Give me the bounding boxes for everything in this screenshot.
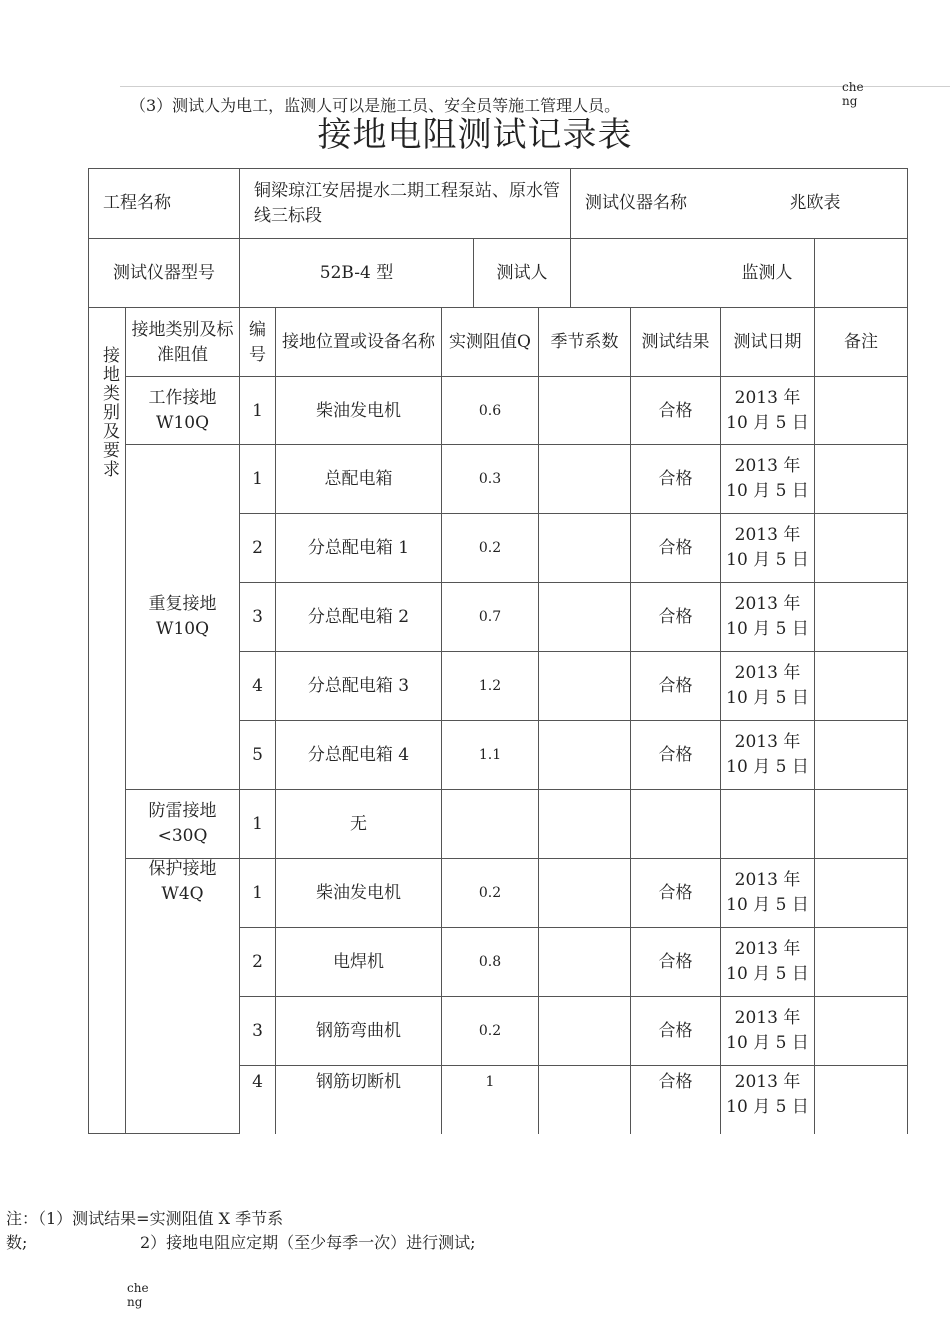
row-no: 2	[252, 537, 263, 558]
row-location: 柴油发电机	[316, 882, 401, 903]
group-protective-grounding: 保护接地W4Q	[148, 859, 217, 904]
row-no: 4	[252, 675, 263, 696]
row-result: 合格	[658, 468, 693, 489]
row-location: 无	[350, 813, 367, 834]
row-location: 分总配电箱 3	[307, 675, 410, 696]
tester-label: 测试人	[496, 263, 548, 283]
row-no: 4	[252, 1072, 263, 1092]
col-measured: 实测阻值Q	[449, 332, 531, 352]
corner-mark-top: che ng	[842, 80, 864, 108]
instrument-name-value: 兆欧表	[789, 193, 841, 213]
row-date: 2013 年 10 月 5 日	[726, 1008, 809, 1053]
footer-note-1: 注：（1）测试结果=实测阻值 X 季节系	[6, 1209, 284, 1228]
model-value: 52B-4 型	[319, 263, 394, 283]
row-location: 电焊机	[333, 951, 384, 972]
project-value: 铜梁琼江安居提水二期工程泵站、原水管线三标段	[254, 180, 560, 226]
col-type-req: 接地类别及要求	[99, 345, 119, 479]
row-location: 柴油发电机	[316, 400, 401, 421]
row-result: 合格	[658, 1020, 693, 1041]
row-no: 1	[252, 468, 263, 489]
row-location: 分总配电箱 2	[307, 606, 410, 627]
row-measured-value: 0.7	[478, 608, 502, 625]
row-measured-value: 0.6	[478, 402, 502, 419]
col-remark: 备注	[844, 332, 878, 352]
row-no: 1	[252, 882, 263, 903]
row-no: 1	[252, 400, 263, 421]
row-date: 2013 年 10 月 5 日	[726, 594, 809, 639]
monitor-label: 监测人	[741, 263, 793, 283]
row-measured-value: 0.8	[478, 953, 502, 970]
footer-note-2a: 数;	[6, 1233, 28, 1252]
table-rule	[538, 307, 539, 1134]
row-date: 2013 年 10 月 5 日	[726, 525, 809, 570]
row-date: 2013 年 10 月 5 日	[726, 732, 809, 777]
group-work-grounding: 工作接地W10Q	[148, 387, 217, 433]
row-measured-value: 1	[485, 1074, 495, 1090]
row-date: 2013 年 10 月 5 日	[726, 663, 809, 708]
row-date: 2013 年 10 月 5 日	[726, 870, 809, 915]
row-location: 总配电箱	[324, 468, 393, 489]
row-result: 合格	[658, 951, 693, 972]
row-date: 2013 年 10 月 5 日	[726, 456, 809, 501]
row-location: 分总配电箱 4	[307, 744, 410, 765]
row-date: 2013 年 10 月 5 日	[726, 388, 809, 433]
row-measured-value: 0.2	[478, 1022, 502, 1039]
row-measured-value: 0.2	[478, 539, 502, 556]
row-measured-value: 0.2	[478, 884, 502, 901]
footer-note-2b: 2）接地电阻应定期（至少每季一次）进行测试;	[140, 1233, 476, 1252]
col-result: 测试结果	[641, 332, 710, 352]
page-title: 接地电阻测试记录表	[317, 115, 633, 155]
row-no: 5	[252, 744, 263, 765]
row-location: 钢筋切断机	[316, 1072, 401, 1092]
col-location: 接地位置或设备名称	[282, 332, 435, 352]
row-location: 分总配电箱 1	[307, 537, 410, 558]
row-no: 2	[252, 951, 263, 972]
group-lightning-grounding: 防雷接地<30Q	[148, 800, 217, 846]
row-result: 合格	[658, 675, 693, 696]
table-rule	[907, 168, 908, 1134]
row-date: 2013 年 10 月 5 日	[726, 1072, 809, 1117]
row-measured-value: 1.2	[478, 677, 502, 694]
row-result	[631, 790, 720, 858]
row-result: 合格	[658, 537, 693, 558]
header-note: （3）测试人为电工，监测人可以是施工员、安全员等施工管理人员。	[130, 96, 621, 115]
col-date: 测试日期	[733, 332, 802, 352]
row-no: 3	[252, 1020, 263, 1041]
row-no: 3	[252, 606, 263, 627]
col-no: 编号	[249, 319, 266, 365]
project-label: 工程名称	[103, 193, 171, 213]
instrument-name-label: 测试仪器名称	[585, 193, 687, 213]
row-location: 钢筋弯曲机	[316, 1020, 401, 1041]
row-result: 合格	[658, 1072, 693, 1092]
row-result: 合格	[658, 400, 693, 421]
row-result: 合格	[658, 882, 693, 903]
model-label: 测试仪器型号	[113, 263, 215, 283]
row-no: 1	[252, 813, 263, 834]
corner-mark-bottom: che ng	[127, 1281, 149, 1309]
col-season: 季节系数	[550, 332, 619, 352]
row-result: 合格	[658, 744, 693, 765]
row-date	[721, 790, 814, 858]
header-rule	[120, 86, 950, 87]
row-measured-value: 0.3	[478, 470, 502, 487]
row-measured-value	[442, 790, 538, 858]
row-date: 2013 年 10 月 5 日	[726, 939, 809, 984]
table-rule	[88, 1133, 240, 1134]
col-category: 接地类别及标准阻值	[131, 319, 234, 365]
row-result: 合格	[658, 606, 693, 627]
group-repeat-grounding: 重复接地W10Q	[148, 593, 217, 639]
row-measured-value: 1.1	[478, 746, 502, 763]
